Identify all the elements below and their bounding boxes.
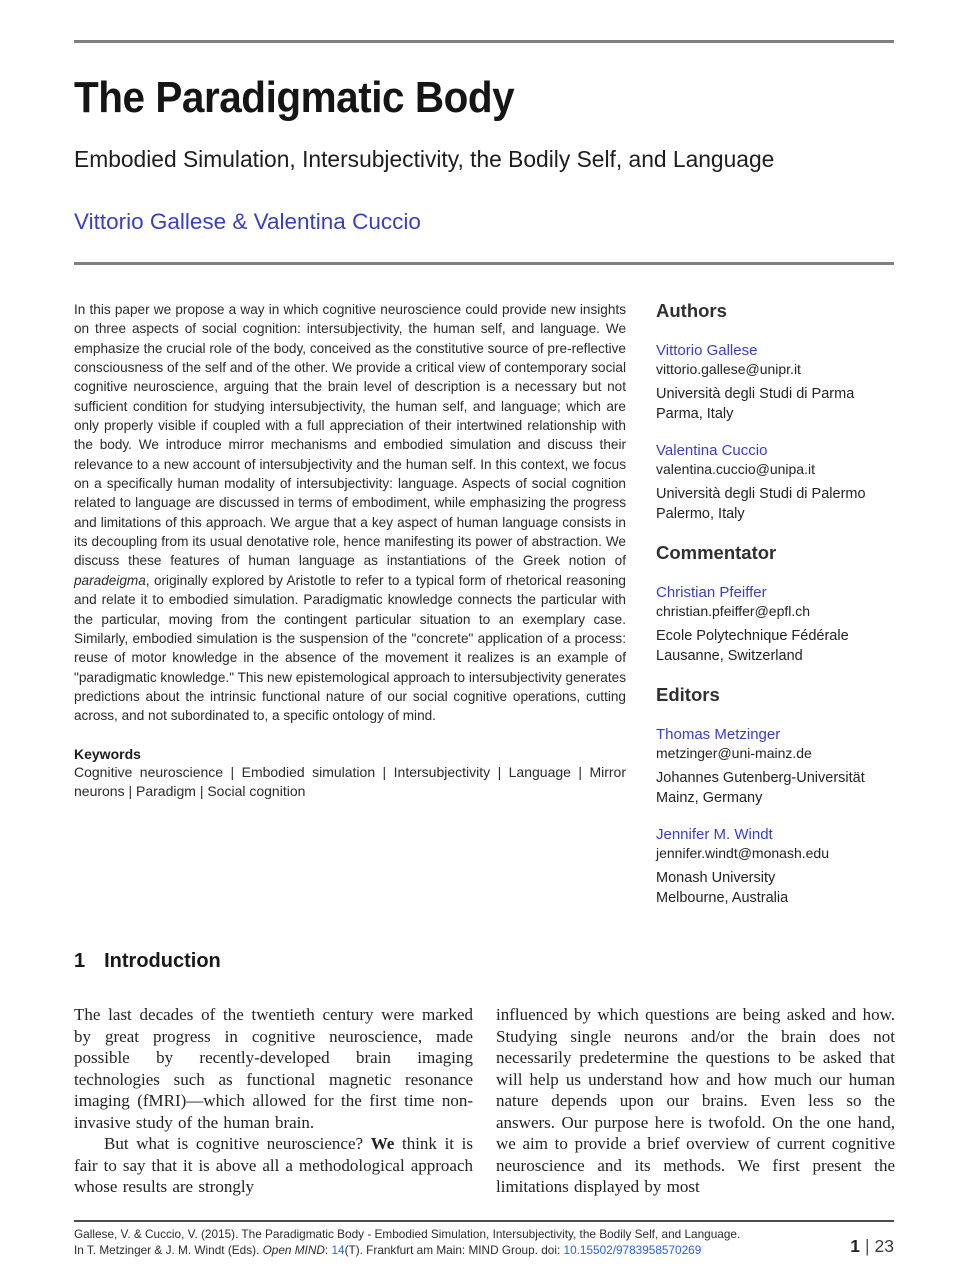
editor-card <box>656 726 894 808</box>
page-title: The Paradigmatic Body <box>74 73 515 122</box>
author-name-link[interactable]: Vittorio Gallese <box>656 342 758 359</box>
page-content <box>74 0 894 1198</box>
citation-part1: In T. Metzinger & J. M. Windt (Eds). <box>74 1242 263 1257</box>
footer-rule <box>74 1220 894 1222</box>
author-card <box>656 442 894 524</box>
abstract-part2: , originally explored by Aristotle to refer to a typical form of rhetorical reasoning and relate it to embodied simulation. Paradigmatic knowledge connects the particular with the particular, moving from the contingent particular situation to an exemplary case. Similarly, embodied simulation is the suspension of the "concrete" application of a process: reuse of motor knowledge in the absence of the movement it realizes is an example of "paradigmatic knowledge." This new epistemological approach to intersubjectivity generates predictions about the intrinsic functional nature of our social cognitive operations, cutting across, and not subordinated to, a specific ontology of mind. <box>74 572 626 724</box>
commentator-affiliation <box>656 626 894 666</box>
header-rule <box>74 262 894 265</box>
section-title: Introduction <box>104 950 221 972</box>
abstract-text <box>74 300 626 726</box>
intro-paragraph-1: The last decades of the twentieth century were marked by great progress in cognitive neuroscience, made possible by recently-developed brain imaging technologies such as functional magnetic resonance imaging (fMRI)—which allowed for the first time non-invasive study of the human brain. <box>74 1005 473 1132</box>
body-column-right <box>496 1004 895 1198</box>
editor-card <box>656 826 894 908</box>
editor-affiliation <box>656 868 894 908</box>
author-email: vittorio.gallese@unipr.it <box>656 361 801 377</box>
affiliation-institution: Monash University <box>656 870 776 886</box>
author-email: valentina.cuccio@unipa.it <box>656 461 815 477</box>
intro-p2-part1: But what is cognitive neuroscience? <box>104 1134 371 1153</box>
author-name-link[interactable]: Valentina Cuccio <box>656 442 768 459</box>
affiliation-institution: Ecole Polytechnique Fédérale <box>656 628 849 644</box>
page-number-separator: | <box>864 1236 870 1256</box>
intro-p2-part2: think it is fair to say that it is above all a methodological approach whose results are strongly <box>74 1134 473 1196</box>
intro-p2-bold: We <box>370 1134 395 1153</box>
commentator-heading: Commentator <box>656 542 777 563</box>
affiliation-institution: Università degli Studi di Parma <box>656 386 855 402</box>
sidebar-section-authors <box>656 300 894 524</box>
page-number <box>850 1236 894 1258</box>
author-card <box>656 342 894 424</box>
authors-heading: Authors <box>656 300 727 321</box>
citation <box>74 1227 740 1258</box>
doi-link[interactable]: 10.15502/9783958570269 <box>563 1242 702 1257</box>
citation-part2: : <box>324 1242 332 1257</box>
body-column-left <box>74 1004 473 1198</box>
citation-line-2 <box>74 1243 740 1259</box>
affiliation-institution: Università degli Studi di Palermo <box>656 486 866 502</box>
sidebar-section-commentator <box>656 542 894 666</box>
abstract-part1: In this paper we propose a way in which cognitive neuroscience could provide new insights on three aspects of social cognition: intersubjectivity, the human self, and language. We emphasize the crucial role of the body, conceived as the constitutive source of pre-reflective consciousness of the self and of the other. We provide a critical view of contemporary social cognitive neuroscience, arguing that the brain level of description is a necessary but not sufficient condition for studying intersubjectivity, the human self, and language; which are only properly visible if coupled with a full appreciation of their intertwined relationship with the body. We introduce mirror mechanisms and embodied simulation and discuss their relevance to a new account of intersubjectivity and the human self. In this context, we focus on a specifically human modality of intersubjectivity: language. Aspects of social cognition related to language are discussed in terms of embodiment, while emphasizing the progress and limitations of this approach. We argue that a key aspect of human language consists in its decoupling from its usual denotative role, hence manifesting its power of abstraction. We discuss these features of human language as instantiations of the Greek notion of <box>74 302 626 569</box>
sidebar-section-editors <box>656 684 894 908</box>
footer-row <box>74 1227 894 1258</box>
issue-link[interactable]: 14 <box>331 1242 345 1257</box>
affiliation-institution: Johannes Gutenberg-Universität <box>656 770 865 786</box>
keywords-heading: Keywords <box>74 745 141 762</box>
affiliation-city: Palermo, Italy <box>656 506 745 522</box>
abstract-column <box>74 300 626 926</box>
affiliation-city: Lausanne, Switzerland <box>656 648 803 664</box>
affiliation-city: Parma, Italy <box>656 406 734 422</box>
page-number-current: 1 <box>850 1236 860 1256</box>
editor-name-link[interactable]: Thomas Metzinger <box>656 726 781 743</box>
editor-email: jennifer.windt@monash.edu <box>656 845 829 861</box>
intro-paragraph-3: influenced by which questions are being asked and how. Studying single neurons and/or the brain does not necessarily predetermine the questions to be asked that will help us understand how and how much our human nature depends upon our brains. Even less so the answers. Our purpose here is twofold. On the one hand, we aim to provide a brief overview of current cognitive neuroscience and its methods. We first present the limitations displayed by most <box>496 1005 895 1196</box>
top-rule <box>74 40 894 43</box>
section-heading <box>74 950 894 973</box>
intro-paragraph-2 <box>74 1133 473 1198</box>
abstract-italic-term: paradeigma <box>74 572 146 588</box>
affiliation-city: Mainz, Germany <box>656 790 763 806</box>
byline-authors[interactable]: Vittorio Gallese & Valentina Cuccio <box>74 209 421 234</box>
keywords-list: Cognitive neuroscience | Embodied simulation | Intersubjectivity | Language | Mirror neurons | Paradigm | Social cognition <box>74 763 626 800</box>
citation-part3: (T). Frankfurt am Main: MIND Group. doi: <box>344 1242 564 1257</box>
section-number: 1 <box>74 950 86 972</box>
commentator-card <box>656 584 894 666</box>
affiliation-city: Melbourne, Australia <box>656 890 789 906</box>
page-number-total: 23 <box>874 1236 894 1256</box>
editor-name-link[interactable]: Jennifer M. Windt <box>656 826 773 843</box>
commentator-email: christian.pfeiffer@epfl.ch <box>656 603 811 619</box>
body-columns <box>74 1004 894 1198</box>
citation-line-1: Gallese, V. & Cuccio, V. (2015). The Paradigmatic Body - Embodied Simulation, Intersubjectivity, the Bodily Self, and Language. <box>74 1227 741 1241</box>
commentator-name-link[interactable]: Christian Pfeiffer <box>656 584 767 601</box>
editor-affiliation <box>656 768 894 808</box>
page-subtitle: Embodied Simulation, Intersubjectivity, the Bodily Self, and Language <box>74 146 775 172</box>
abstract-and-sidebar <box>74 300 894 926</box>
author-affiliation <box>656 384 894 424</box>
author-affiliation <box>656 484 894 524</box>
keywords-block <box>74 746 626 802</box>
editor-email: metzinger@uni-mainz.de <box>656 745 812 761</box>
introduction-section <box>74 950 894 1198</box>
citation-journal-name: Open MIND <box>262 1242 325 1257</box>
page-footer <box>74 1220 894 1258</box>
sidebar <box>656 300 894 926</box>
editors-heading: Editors <box>656 684 720 705</box>
